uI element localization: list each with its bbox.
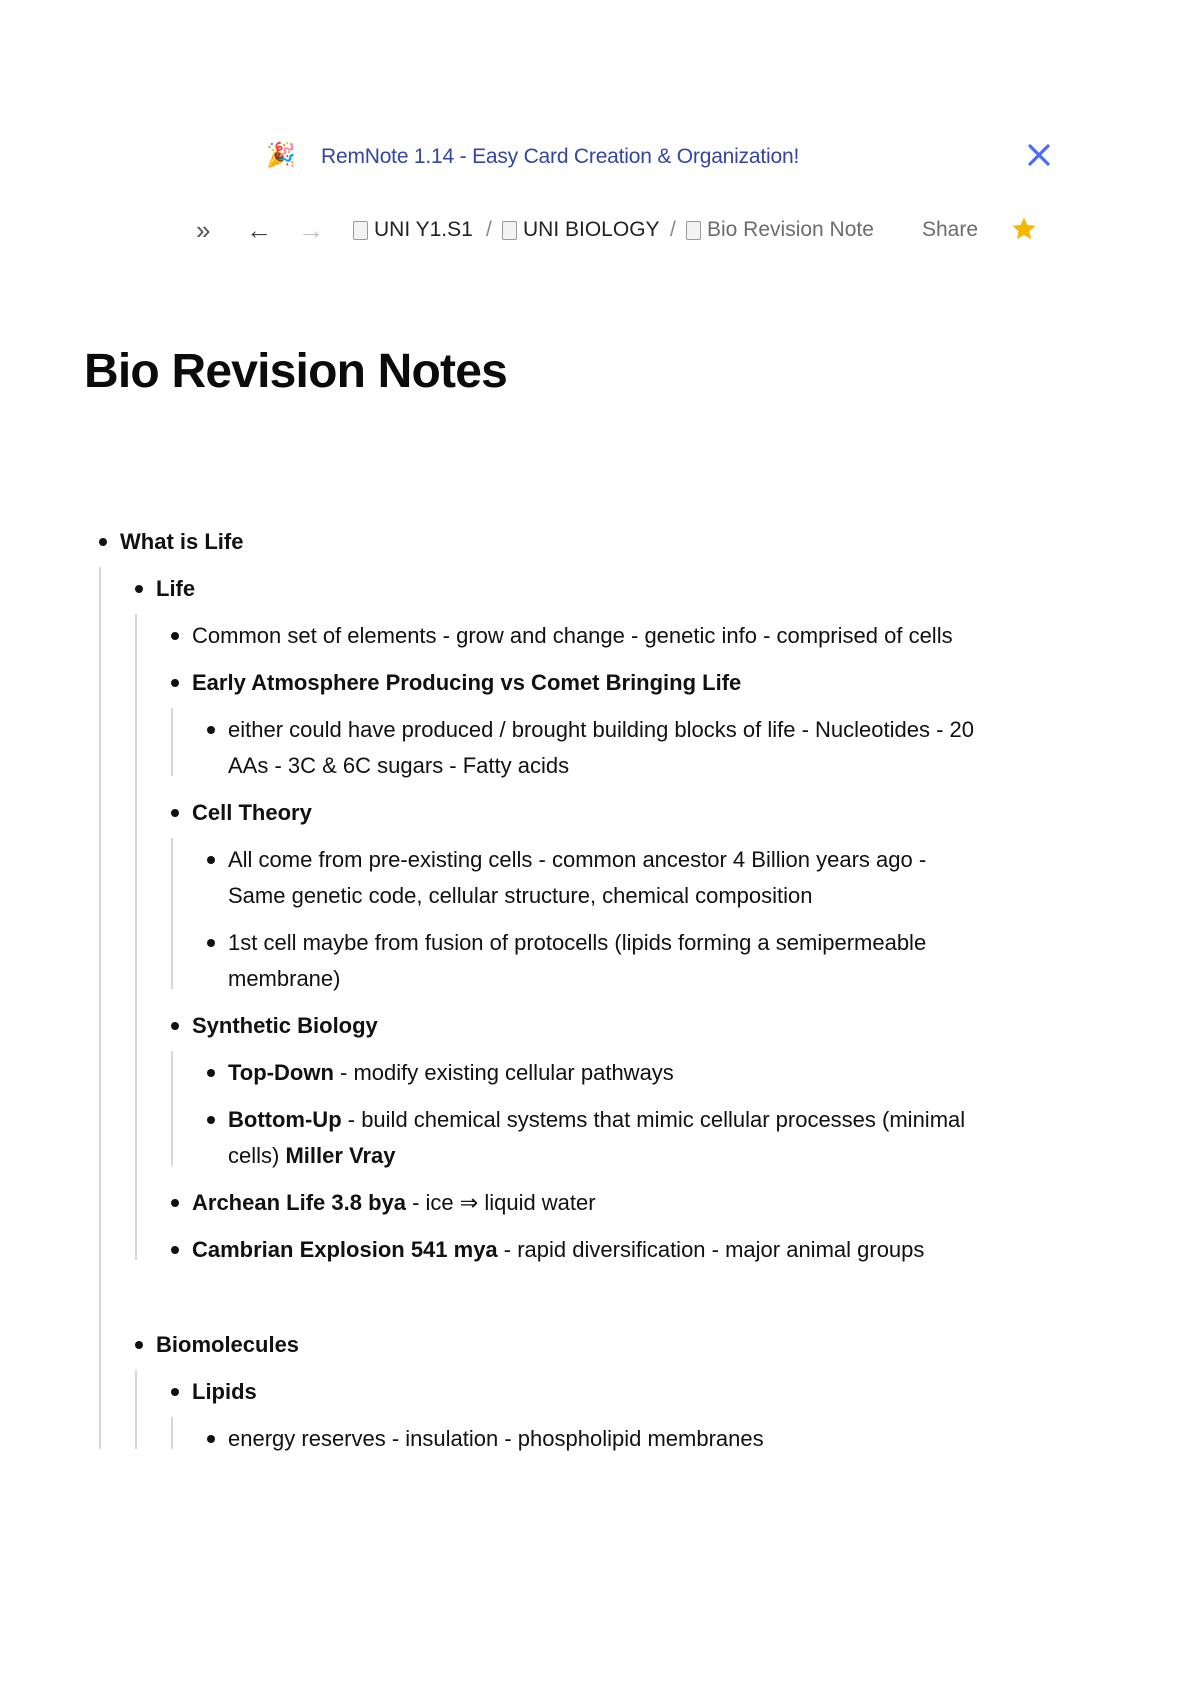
breadcrumb-label: UNI Y1.S1 — [374, 218, 473, 241]
children-group — [204, 842, 976, 997]
double-chevron-right-icon[interactable]: » — [196, 215, 211, 245]
breadcrumb-label: UNI BIOLOGY — [523, 218, 660, 241]
children-group — [204, 712, 976, 784]
star-icon[interactable] — [1010, 215, 1038, 243]
outline-node — [168, 795, 976, 997]
bullet-item[interactable] — [168, 1232, 976, 1268]
breadcrumb-uni-y1-s1[interactable] — [353, 214, 473, 246]
bullet-bold-text: Top-Down — [228, 1060, 334, 1085]
bullet-text: What is Life — [120, 529, 244, 554]
arrow-right-icon[interactable]: → — [298, 215, 324, 245]
breadcrumb-bio-revision-note[interactable] — [686, 214, 874, 246]
bullet-text: Synthetic Biology — [192, 1013, 378, 1038]
outline-node — [132, 571, 976, 1268]
bullet-item[interactable] — [204, 1055, 976, 1091]
breadcrumb-label: Bio Revision Note — [707, 218, 874, 241]
party-popper-icon: 🎉 — [266, 142, 296, 169]
document-icon — [502, 221, 517, 240]
breadcrumb-separator: / — [670, 218, 676, 241]
bullet-item[interactable] — [204, 1421, 976, 1457]
update-banner[interactable] — [266, 140, 1056, 172]
bullet-item[interactable] — [132, 1327, 976, 1363]
top-navigation — [196, 214, 1056, 246]
bullet-item[interactable] — [168, 1374, 976, 1410]
bullet-text: Biomolecules — [156, 1332, 300, 1357]
close-x-icon[interactable] — [1022, 138, 1056, 172]
bullet-text: 1st cell maybe from fusion of protocells (lipids forming a semipermeable membrane) — [228, 930, 927, 991]
children-group — [168, 618, 976, 1268]
children-group — [204, 1055, 976, 1174]
document-icon — [353, 221, 368, 240]
banner-text[interactable]: RemNote 1.14 - Easy Card Creation & Organization! — [321, 145, 800, 168]
breadcrumb-uni-biology[interactable] — [502, 214, 660, 246]
bullet-text: - rapid diversification - major animal groups — [497, 1237, 925, 1262]
bullet-item[interactable] — [168, 618, 976, 654]
bullet-item[interactable] — [204, 842, 976, 914]
bullet-item[interactable] — [168, 665, 976, 701]
children-group — [204, 1421, 976, 1457]
bullet-text: either could have produced / brought building blocks of life - Nucleotides - 20 AAs - 3C & 6C sugars - Fatty acids — [228, 717, 975, 778]
bullet-bold-text: Miller Vray — [285, 1143, 396, 1168]
outline-node — [168, 1374, 976, 1457]
bullet-text: energy reserves - insulation - phospholipid membranes — [228, 1426, 764, 1451]
outline-node — [132, 1327, 976, 1457]
bullet-item[interactable] — [204, 712, 976, 784]
bullet-text: - ice ⇒ liquid water — [405, 1190, 596, 1215]
bullet-item[interactable] — [204, 1102, 976, 1174]
bullet-text: Lipids — [192, 1379, 257, 1404]
outline-node — [96, 524, 976, 1457]
bullet-item[interactable] — [204, 925, 976, 997]
bullet-item[interactable] — [132, 571, 976, 607]
children-group — [132, 571, 976, 1457]
bullet-text: Cell Theory — [192, 800, 312, 825]
bullet-item[interactable] — [96, 524, 976, 560]
bullet-text: Early Atmosphere Producing vs Comet Bringing Life — [192, 670, 742, 695]
bullet-item[interactable] — [168, 795, 976, 831]
bullet-bold-text: Bottom-Up — [228, 1107, 342, 1132]
bullet-text: Common set of elements - grow and change - genetic info - comprised of cells — [192, 623, 953, 648]
outline-tree — [96, 524, 976, 1468]
share-button[interactable]: Share — [922, 218, 979, 241]
page-title: Bio Revision Notes — [84, 345, 508, 398]
outline-node — [168, 665, 976, 784]
arrow-left-icon[interactable]: ← — [246, 215, 272, 245]
outline-node — [168, 1008, 976, 1174]
children-group — [168, 1374, 976, 1457]
bullet-text: All come from pre-existing cells - common ancestor 4 Billion years ago - Same genetic code, cellular structure, chemical composition — [228, 847, 927, 908]
bullet-item[interactable] — [168, 1008, 976, 1044]
bullet-text: - modify existing cellular pathways — [333, 1060, 674, 1085]
breadcrumb-separator: / — [486, 218, 492, 241]
document-icon — [686, 221, 701, 240]
bullet-item[interactable] — [168, 1185, 976, 1221]
bullet-bold-text: Cambrian Explosion 541 mya — [192, 1237, 498, 1262]
spacer — [132, 1279, 976, 1327]
bullet-text: Life — [156, 576, 196, 601]
bullet-text: - build chemical systems that mimic cellular processes (minimal cells) — [228, 1107, 966, 1168]
bullet-bold-text: Archean Life 3.8 bya — [192, 1190, 406, 1215]
